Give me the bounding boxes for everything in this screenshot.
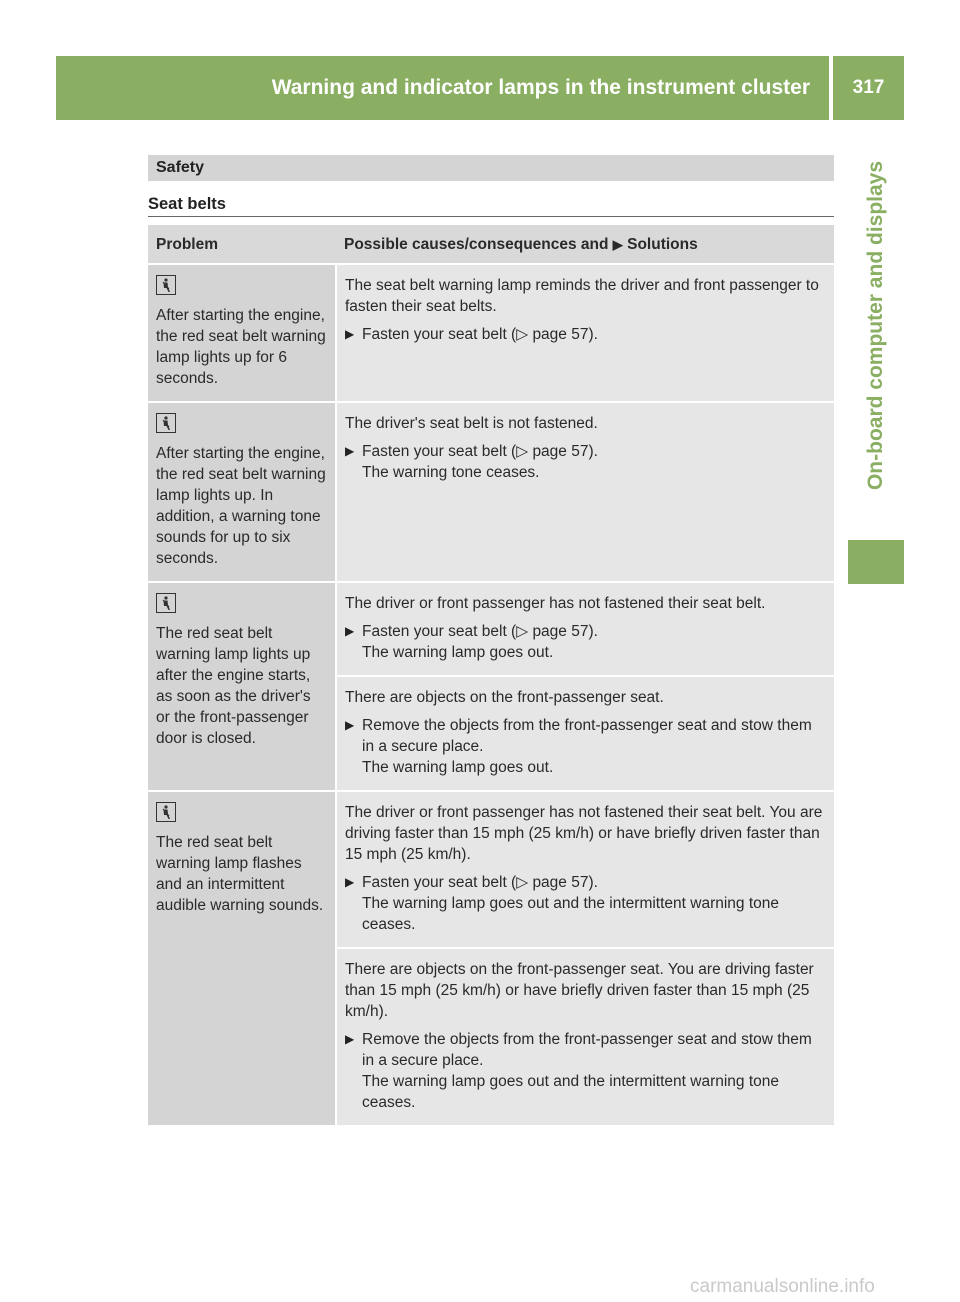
action-arrow-icon: ▶ [345, 1032, 355, 1046]
action-step [345, 441, 826, 483]
action-step [345, 621, 826, 663]
action-step [345, 715, 826, 778]
problem-text: The red seat belt warning lamp flashes and an intermittent audible warning sounds. [156, 834, 324, 914]
problem-text: After starting the engine, the red seat belt warning lamp lights up for 6 seconds. [156, 307, 326, 387]
subsection-title: Seat belts [148, 193, 834, 217]
problem-cell [148, 791, 336, 1126]
result-text: The warning lamp goes out. [362, 644, 554, 661]
solution-cell [336, 948, 834, 1126]
cause-text: The driver's seat belt is not fastened. [345, 415, 598, 432]
solution-cell [336, 791, 834, 948]
action-arrow-icon: ▶ [345, 444, 355, 458]
side-tab-marker [848, 540, 904, 584]
action-text: Remove the objects from the front-passenger seat and stow them in a secure place. [362, 717, 812, 755]
seat-belt-icon [156, 593, 176, 613]
watermark: carmanualsonline.info [690, 1276, 875, 1297]
action-text: Fasten your seat belt (▷ page 57). [362, 443, 598, 460]
solution-cell [336, 582, 834, 676]
solution-cell [336, 264, 834, 402]
table-header-row [148, 225, 834, 264]
side-tab-label: On-board computer and displays [864, 160, 888, 490]
column-header-causes: Possible causes/consequences and ▶ Solutions [336, 225, 834, 264]
problem-cell [148, 582, 336, 791]
result-text: The warning lamp goes out. [362, 759, 554, 776]
solution-cell [336, 676, 834, 791]
table-row [148, 791, 834, 948]
action-text: Fasten your seat belt (▷ page 57). [362, 623, 598, 640]
solution-cell [336, 402, 834, 582]
page-number: 317 [852, 77, 885, 98]
action-step [345, 1029, 826, 1113]
seat-belt-icon [156, 275, 176, 295]
cause-text: There are objects on the front-passenger seat. You are driving faster than 15 mph (25 km/h) or have briefly driven faster than 15 mph (25 km/h). [345, 961, 814, 1020]
cause-text: The seat belt warning lamp reminds the driver and front passenger to fasten their seat belts. [345, 277, 819, 315]
table-row [148, 582, 834, 676]
seat-belt-icon [156, 413, 176, 433]
side-tab [848, 120, 904, 530]
table-row [148, 402, 834, 582]
cause-text: The driver or front passenger has not fastened their seat belt. [345, 595, 766, 612]
action-text: Remove the objects from the front-passenger seat and stow them in a secure place. [362, 1031, 812, 1069]
action-arrow-icon: ▶ [345, 718, 355, 732]
action-arrow-icon: ▶ [345, 624, 355, 638]
solutions-arrow-icon: ▶ [612, 236, 623, 252]
cause-text: The driver or front passenger has not fastened their seat belt. You are driving faster than 15 mph (25 km/h) or have briefly driven faster than 15 mph (25 km/h). [345, 804, 823, 863]
action-arrow-icon: ▶ [345, 875, 355, 889]
result-text: The warning tone ceases. [362, 464, 540, 481]
problem-text: After starting the engine, the red seat belt warning lamp lights up. In addition, a warning tone sounds for up to six seconds. [156, 445, 326, 567]
cause-text: There are objects on the front-passenger seat. [345, 689, 664, 706]
action-text: Fasten your seat belt (▷ page 57). [362, 326, 598, 343]
section-bar [148, 155, 834, 181]
column-header-problem: Problem [148, 225, 336, 264]
warning-table [148, 225, 834, 1127]
problem-text: The red seat belt warning lamp lights up after the engine starts, as soon as the driver's or the front-passenger door is closed. [156, 625, 311, 747]
page-header-title: Warning and indicator lamps in the instrument cluster [271, 76, 810, 99]
action-text: Fasten your seat belt (▷ page 57). [362, 874, 598, 891]
action-arrow-icon: ▶ [345, 327, 355, 341]
action-step [345, 872, 826, 935]
table-row [148, 264, 834, 402]
problem-cell [148, 264, 336, 402]
section-title: Safety [156, 159, 205, 176]
seat-belt-icon [156, 802, 176, 822]
result-text: The warning lamp goes out and the intermittent warning tone ceases. [362, 895, 780, 933]
problem-cell [148, 402, 336, 582]
result-text: The warning lamp goes out and the intermittent warning tone ceases. [362, 1073, 780, 1111]
action-step [345, 324, 826, 345]
